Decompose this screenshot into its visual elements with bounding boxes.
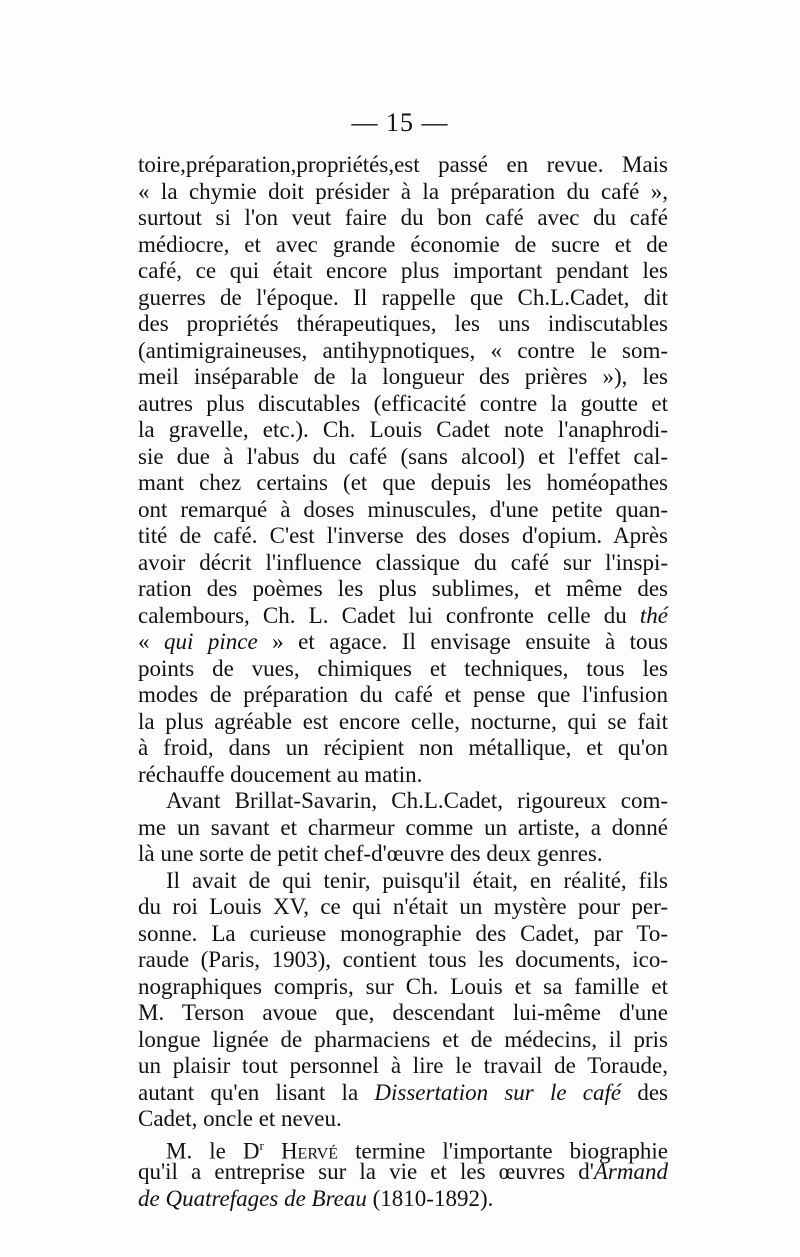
text-segment: qu'il a entreprise sur la vie et les œuvres d' xyxy=(138,1159,594,1184)
text-segment: » et agace. Il envisage ensuite à tous xyxy=(257,629,668,654)
text-segment: M. le D xyxy=(166,1138,260,1164)
body-text xyxy=(138,152,668,1212)
text-line xyxy=(138,629,668,656)
text-line: médiocre, et avec grande économie de sucre et de xyxy=(138,231,668,257)
text-line: réchauffe doucement au matin. xyxy=(138,761,423,787)
text-segment: des xyxy=(621,1079,668,1105)
text-segment: calembours, Ch. L. Cadet lui confronte celle du xyxy=(138,602,640,628)
text-line: ont remarqué à doses minuscules, d'une petite quan- xyxy=(138,496,668,522)
paragraph-3 xyxy=(138,868,668,1133)
paragraph-2 xyxy=(138,788,668,868)
italic-title: Dissertation sur le café xyxy=(374,1079,622,1105)
text-line: toire,préparation,propriétés,est passé en revue. Mais xyxy=(138,152,668,177)
text-line: la plus agréable est encore celle, nocturne, qui se fait xyxy=(138,708,668,734)
text-line: un plaisir tout personnel à lire le travail de Toraude, xyxy=(138,1053,668,1078)
paragraph-4 xyxy=(138,1133,668,1213)
text-segment: « xyxy=(138,629,164,654)
text-line: tité de café. C'est l'inverse des doses d'opium. Après xyxy=(138,523,668,548)
text-line: la gravelle, etc.). Ch. Louis Cadet note l'anaphrodi- xyxy=(138,417,668,442)
small-caps-name: Hervé xyxy=(280,1138,339,1164)
text-line: guerres de l'époque. Il rappelle que Ch.L.Cadet, dit xyxy=(138,284,668,310)
text-line: Il avait de qui tenir, puisqu'il était, en réalité, fils xyxy=(166,867,668,893)
italic-phrase: qui pince xyxy=(164,629,258,654)
text-line: Avant Brillat-Savarin, Ch.L.Cadet, rigoureux com- xyxy=(166,788,668,813)
text-line: café, ce qui était encore plus important pendant les xyxy=(138,258,668,283)
text-line: mant chez certains (et que depuis les homéopathes xyxy=(138,470,668,495)
text-line: avoir décrit l'influence classique du café sur l'inspi- xyxy=(138,549,668,575)
text-line: surtout si l'on veut faire du bon café avec du café xyxy=(138,205,668,230)
text-line: me un savant et charmeur comme un artiste, a donné xyxy=(138,814,668,840)
text-segment: (1810-1892). xyxy=(366,1185,494,1211)
text-line: autres plus discutables (efficacité contre la goutte et xyxy=(138,390,668,416)
text-line: Cadet, oncle et neveu. xyxy=(138,1106,342,1131)
text-line xyxy=(138,603,668,630)
text-line: des propriétés thérapeutiques, les uns indiscutables xyxy=(138,311,668,336)
italic-name: de Quatrefages de Breau xyxy=(138,1185,367,1211)
text-line: « la chymie doit présider à la préparation du café », xyxy=(138,178,668,204)
text-line xyxy=(138,1080,668,1107)
text-line: à froid, dans un récipient non métallique, et qu'on xyxy=(138,735,668,760)
text-line: M. Terson avoue que, descendant lui-même d'une xyxy=(138,1000,668,1025)
page-number: — 15 — xyxy=(351,108,449,137)
superscript: r xyxy=(259,1137,264,1153)
text-segment: termine l'importante biographie xyxy=(338,1138,668,1164)
text-line: points de vues, chimiques et techniques, tous les xyxy=(138,655,668,681)
text-line xyxy=(138,1159,668,1186)
text-segment: autant qu'en lisant la xyxy=(138,1079,375,1105)
text-line: du roi Louis XV, ce qui n'était un mystère pour per- xyxy=(138,894,668,919)
text-line: sie due à l'abus du café (sans alcool) et l'effet cal- xyxy=(138,443,668,469)
text-line: modes de préparation du café et pense que l'infusion xyxy=(138,682,668,707)
text-line: meil inséparable de la longueur des prières »), les xyxy=(138,364,668,389)
text-line: raude (Paris, 1903), contient tous les documents, ico- xyxy=(138,947,668,972)
text-line: là une sorte de petit chef-d'œuvre des deux genres. xyxy=(138,841,603,866)
paragraph-1 xyxy=(138,152,668,788)
text-line: (antimigraineuses, antihypnotiques, « contre le som- xyxy=(138,337,668,363)
text-line: nographiques compris, sur Ch. Louis et sa famille et xyxy=(138,973,668,999)
italic-word: thé xyxy=(639,602,668,628)
text-line xyxy=(138,1133,668,1164)
text-line: longue lignée de pharmaciens et de médecins, il pris xyxy=(138,1026,668,1052)
text-line: ration des poèmes les plus sublimes, et même des xyxy=(138,576,668,601)
text-line: sonne. La curieuse monographie des Cadet, par To- xyxy=(138,920,668,946)
italic-name: Armand xyxy=(593,1159,668,1184)
text-line xyxy=(138,1186,668,1213)
